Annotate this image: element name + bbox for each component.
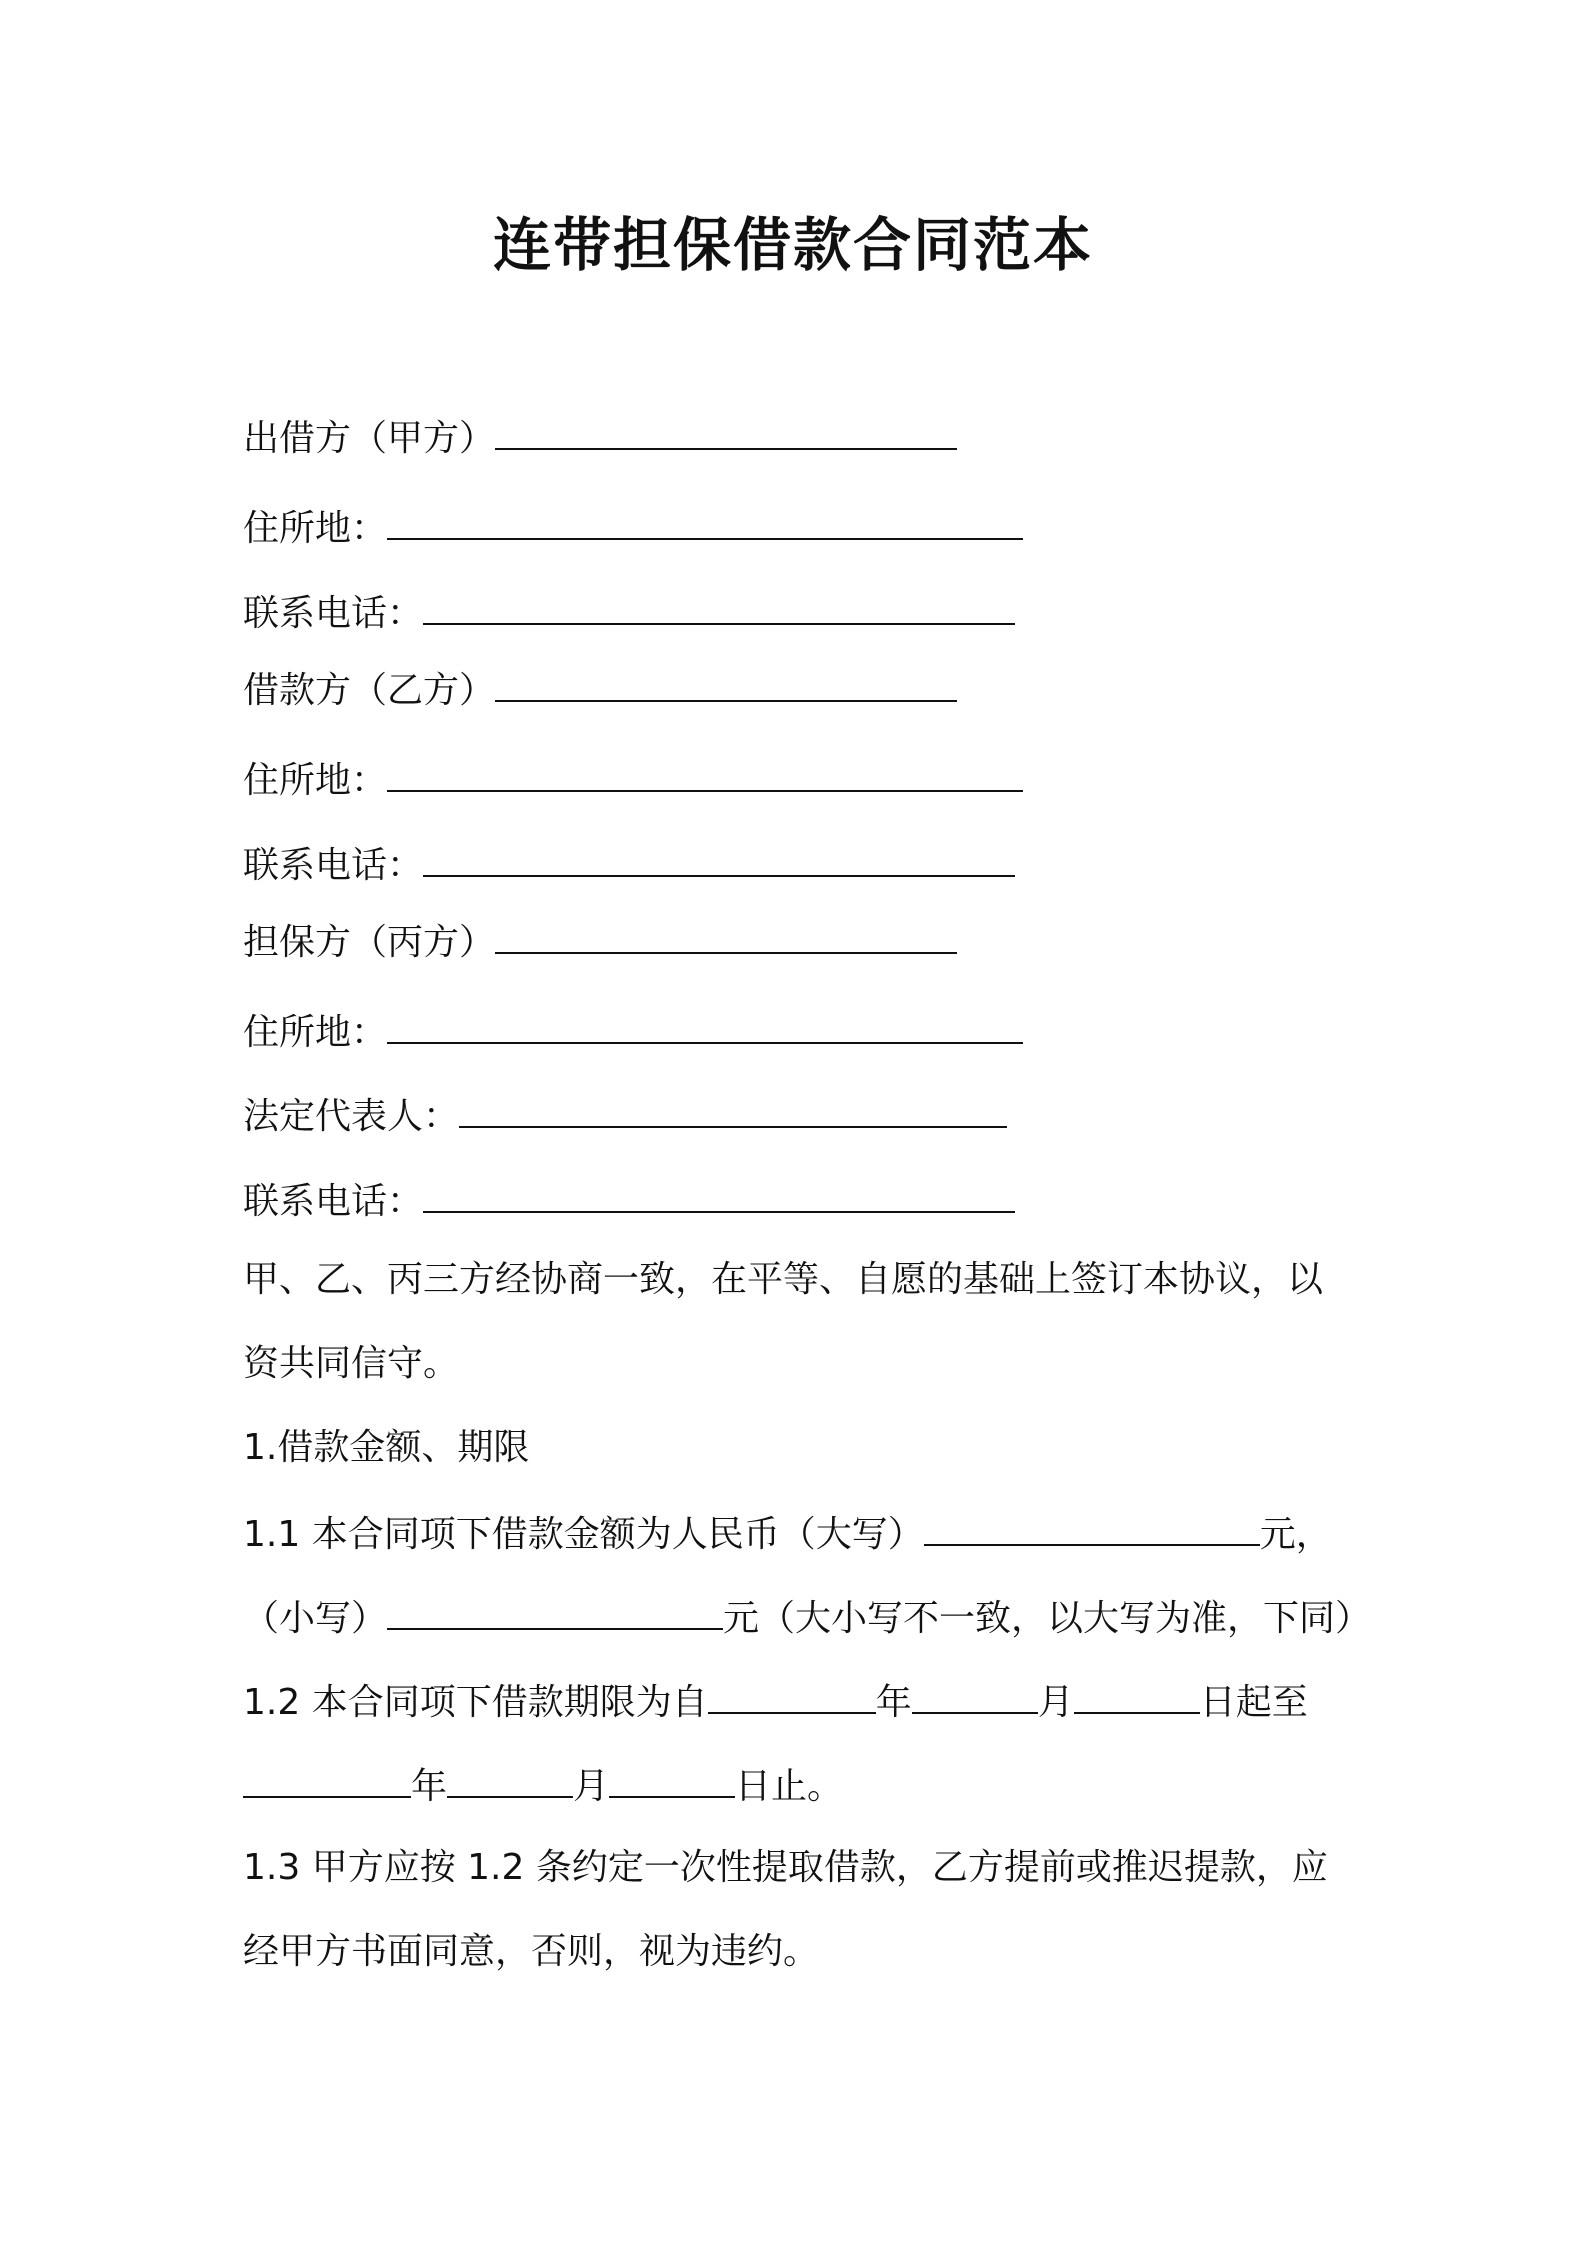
party-b-address-blank (387, 752, 1023, 792)
preamble-line-1: 甲、乙、丙三方经协商一致，在平等、自愿的基础上签订本协议，以 (243, 1259, 1324, 1300)
party-b-phone-label: 联系电话： (243, 845, 424, 886)
month-label: 月 (573, 1766, 610, 1807)
month-label: 月 (1037, 1682, 1074, 1723)
party-c-address-label: 住所地： (243, 1012, 388, 1053)
party-b-label: 借款方（乙方） (243, 670, 496, 711)
clause-1-1-small-label: （小写） (243, 1598, 388, 1639)
party-c-label: 担保方（丙方） (243, 922, 496, 963)
party-b-address-label: 住所地： (243, 760, 388, 801)
day-to-label: 日止。 (735, 1766, 844, 1807)
amount-small-blank (387, 1590, 723, 1630)
clause-1-1-text: 1.1 本合同项下借款金额为人民币（大写） (243, 1514, 924, 1555)
party-c-phone-blank (423, 1173, 1015, 1213)
start-month-blank (912, 1674, 1038, 1714)
end-day-blank (609, 1758, 735, 1798)
party-a-line (243, 410, 957, 465)
party-c-rep-blank (459, 1088, 1007, 1128)
clause-1-2-line-2 (243, 1758, 843, 1813)
party-b-line (243, 662, 957, 717)
party-a-label: 出借方（甲方） (243, 418, 496, 459)
amount-capital-blank (924, 1506, 1260, 1546)
clause-1-2-text: 1.2 本合同项下借款期限为自 (243, 1682, 708, 1723)
party-c-line (243, 914, 957, 969)
clause-1-1-line-1 (243, 1506, 1332, 1561)
party-c-address-blank (387, 1004, 1023, 1044)
party-b-phone-blank (423, 837, 1015, 877)
end-year-blank (243, 1758, 411, 1798)
party-a-address-line (243, 500, 1023, 555)
clause-1-3-line-2: 经甲方书面同意，否则，视为违约。 (243, 1931, 820, 1972)
party-c-name-blank (495, 914, 957, 954)
year-label: 年 (875, 1682, 912, 1723)
party-c-rep-label: 法定代表人： (243, 1096, 460, 1137)
party-a-phone-line (243, 585, 1015, 640)
clause-1-1-yuan: 元， (1259, 1514, 1332, 1555)
clause-1-3-line-1: 1.3 甲方应按 1.2 条约定一次性提取借款，乙方提前或推迟提款，应 (243, 1847, 1328, 1888)
clause-1-1-note: 元（大小写不一致，以大写为准，下同） (723, 1598, 1372, 1639)
day-from-label: 日起至 (1199, 1682, 1308, 1723)
party-a-phone-label: 联系电话： (243, 593, 424, 634)
party-a-address-blank (387, 500, 1023, 540)
start-day-blank (1074, 1674, 1200, 1714)
start-year-blank (708, 1674, 876, 1714)
party-c-phone-line (243, 1173, 1015, 1228)
party-c-address-line (243, 1004, 1023, 1059)
preamble-line-2: 资共同信守。 (243, 1343, 460, 1384)
party-b-phone-line (243, 837, 1015, 892)
end-month-blank (447, 1758, 573, 1798)
party-a-name-blank (495, 410, 957, 450)
document-title: 连带担保借款合同范本 (492, 211, 1093, 279)
year-label: 年 (411, 1766, 448, 1807)
section-1-heading: 1.借款金额、期限 (243, 1427, 530, 1468)
party-c-phone-label: 联系电话： (243, 1181, 424, 1222)
clause-1-2-line-1 (243, 1674, 1308, 1729)
party-b-address-line (243, 752, 1023, 807)
party-a-address-label: 住所地： (243, 508, 388, 549)
party-c-rep-line (243, 1088, 1007, 1143)
party-b-name-blank (495, 662, 957, 702)
party-a-phone-blank (423, 585, 1015, 625)
clause-1-1-line-2 (243, 1590, 1371, 1645)
